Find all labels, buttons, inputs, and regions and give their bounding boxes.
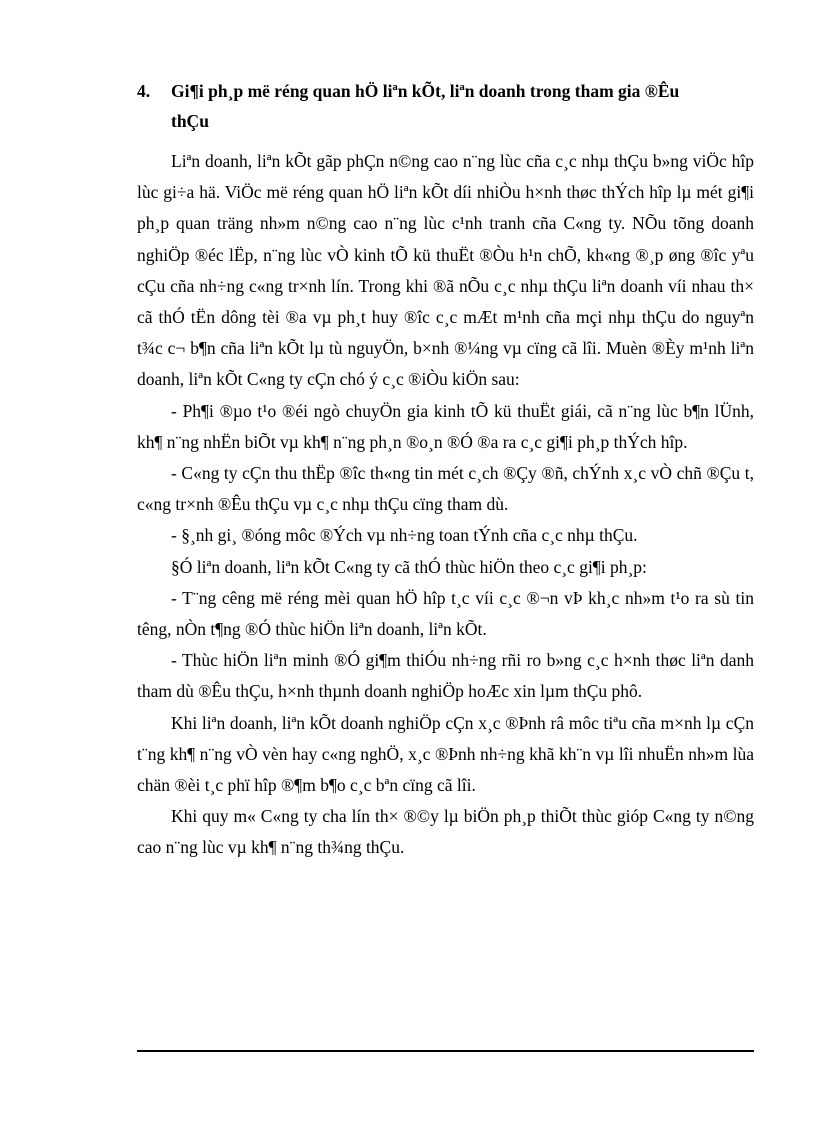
paragraph-condition-information: - C«ng ty cÇn thu thËp ®îc th«ng tin mét c¸ch ®Çy ®ñ, chÝnh x¸c vÒ chñ ®Çu t, c«ng tr×nh ®Êu thÇu vµ c¸c nhµ thÇu cïng tham dù. bbox=[137, 463, 754, 515]
section-number: 4. bbox=[137, 81, 151, 101]
paragraph-intro: Liªn doanh, liªn kÕt gãp phÇn n©ng cao n¨ng lùc cña c¸c nhµ thÇu b»ng viÖc hîp lùc gi÷a hä. ViÖc më réng quan hÖ liªn kÕt díi nhiÒu h×nh thøc thÝch hîp lµ mét gi¶i ph¸p quan träng nh»m n©ng cao n¨ng lùc c¹nh tranh cña C«ng ty. NÕu tõng doanh nghiÖp ®éc lËp, n¨ng lùc vÒ kinh tÕ kü thuËt ®Òu h¹n chÕ, kh«ng ®¸p øng ®îc yªu cÇu cña nh÷ng c«ng tr×nh lín. Trong khi ®ã nÕu c¸c nhµ thÇu liªn doanh víi nhau th× cã thÓ tËn dông tèi ®a vµ ph¸t huy ®îc c¸c mÆt m¹nh cña mçi nhµ thÇu do nguyªn t¾c c¬ b¶n cña liªn kÕt lµ tù nguyÖn, b×nh ®¼ng vµ cïng cã lîi. Muèn ®Èy m¹nh liªn doanh, liªn kÕt C«ng ty cÇn chó ý c¸c ®iÒu kiÖn sau: bbox=[137, 151, 754, 390]
paragraph-condition-training: - Ph¶i ®µo t¹o ®éi ngò chuyÖn gia kinh tÕ kü thuËt giái, cã n¨ng lùc b¶n lÜnh, kh¶ n¨ng nhËn biÕt vµ kh¶ n¨ng ph¸n ®o¸n ®Ó ®a ra c¸c gi¶i ph¸p thÝch hîp. bbox=[137, 400, 754, 452]
body-text bbox=[137, 146, 754, 864]
paragraph-solutions-intro: §Ó liªn doanh, liªn kÕt C«ng ty cã thÓ thùc hiÖn theo c¸c gi¶i ph¸p: bbox=[171, 556, 647, 577]
section-heading bbox=[137, 76, 757, 107]
paragraph-solution-alliance: - Thùc hiÖn liªn minh ®Ó gi¶m thiÓu nh÷ng rñi ro b»ng c¸c h×nh thøc liªn danh tham dù ®Êu thÇu, h×nh thµnh doanh nghiÖp hoÆc xin lµm thÇu phô. bbox=[137, 650, 754, 702]
paragraph-condition-evaluation: - §¸nh gi¸ ®óng môc ®Ých vµ nh÷ng toan tÝnh cña c¸c nhµ thÇu. bbox=[171, 525, 638, 546]
footer-rule bbox=[137, 1050, 754, 1052]
section-heading-line1: Gi¶i ph¸p më réng quan hÖ liªn kÕt, liªn doanh trong tham gia ®Êu bbox=[171, 81, 680, 101]
paragraph-conclusion: Khi quy m« C«ng ty cha lín th× ®©y lµ biÖn ph¸p thiÕt thùc gióp C«ng ty n©ng cao n¨ng lùc vµ kh¶ n¨ng th¾ng thÇu. bbox=[137, 806, 754, 858]
paragraph-objectives: Khi liªn doanh, liªn kÕt doanh nghiÖp cÇn x¸c ®Þnh râ môc tiªu cña m×nh lµ cÇn t¨ng kh¶ n¨ng vÒ vèn hay c«ng nghÖ, x¸c ®Þnh nh÷ng khã kh¨n vµ lîi nhuËn nh»m lùa chän ®èi t¸c phï hîp ®¶m b¶o c¸c bªn cïng cã lîi. bbox=[137, 712, 754, 796]
section-heading-line2: thÇu bbox=[171, 111, 209, 131]
paragraph-solution-cooperation: - T¨ng cêng më réng mèi quan hÖ hîp t¸c víi c¸c ®¬n vÞ kh¸c nh»m t¹o ra sù tin têng, nÒn t¶ng ®Ó thùc hiÖn liªn doanh, liªn kÕt. bbox=[137, 587, 754, 640]
